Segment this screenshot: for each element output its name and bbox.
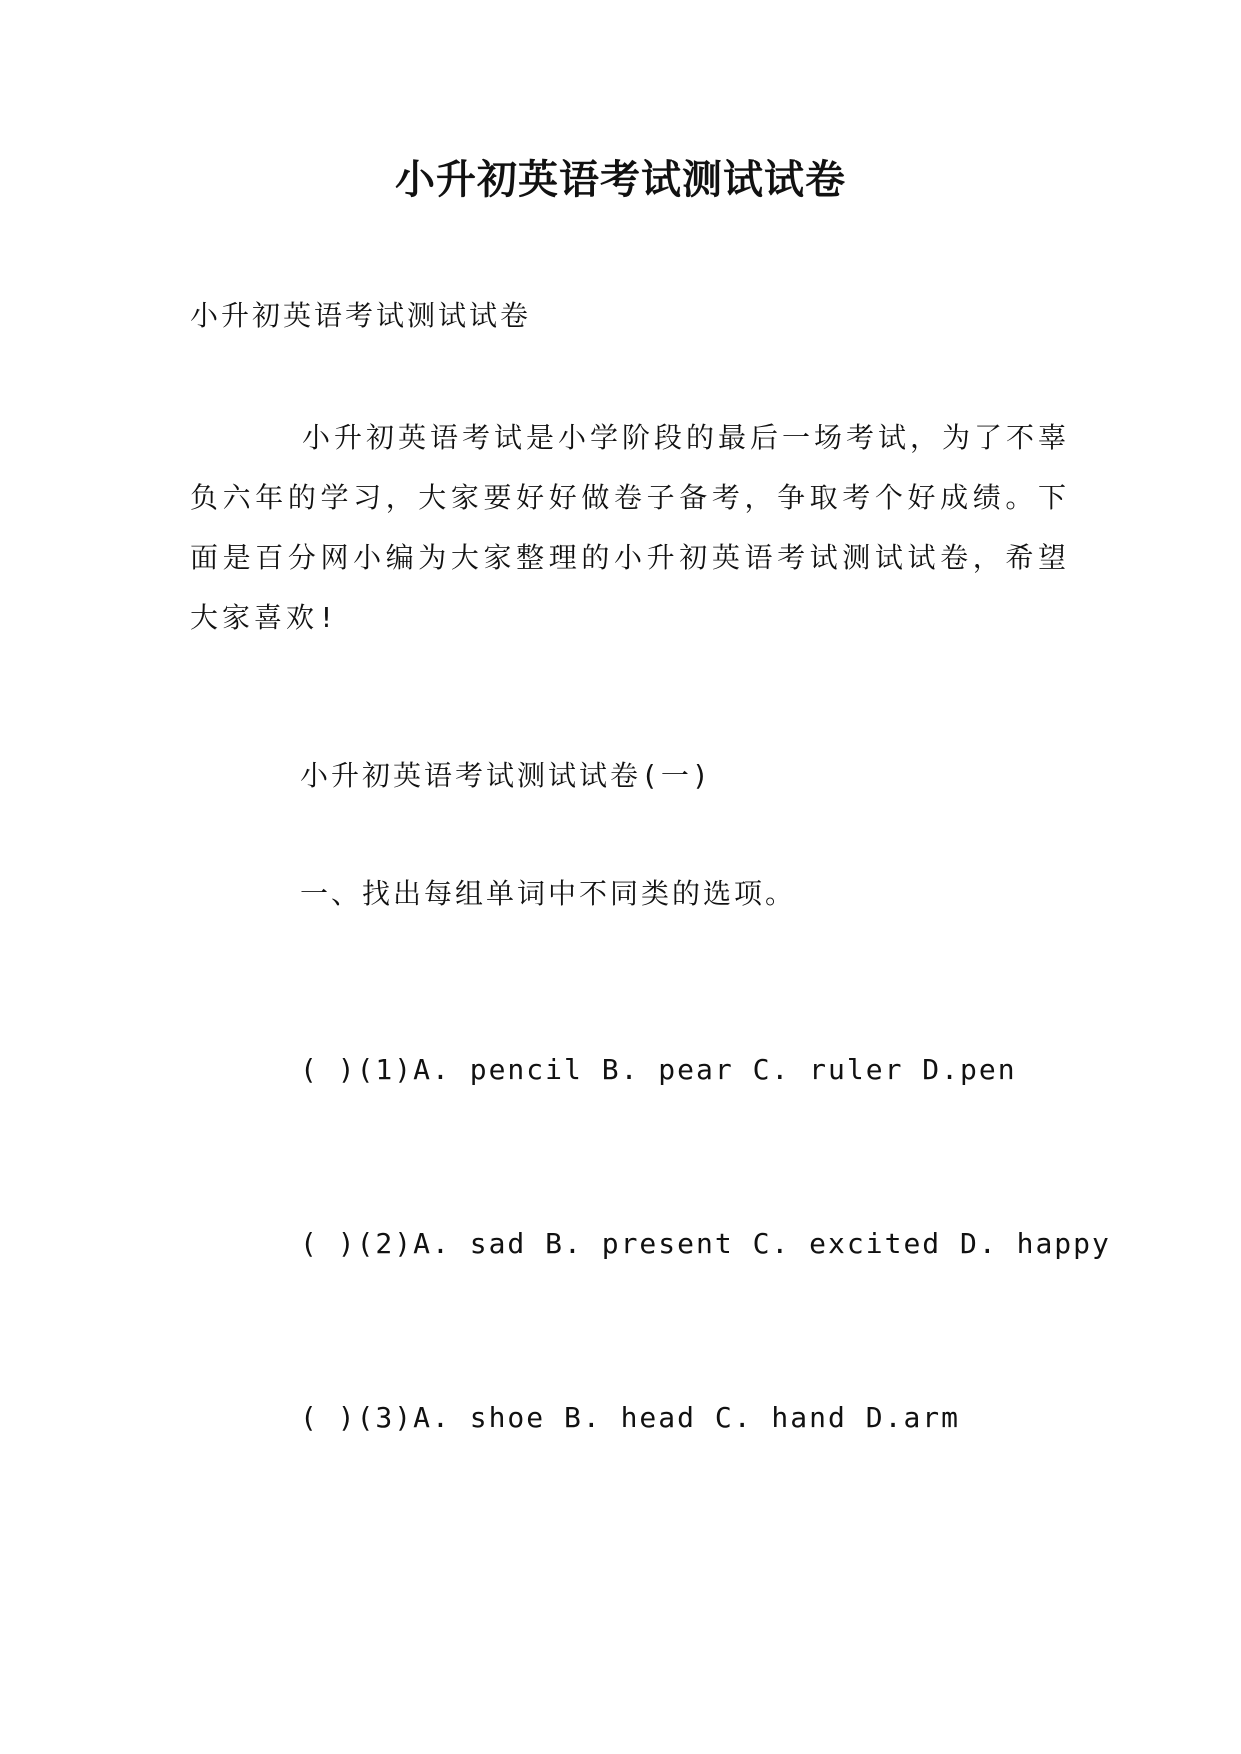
document-title: 小升初英语考试测试试卷 xyxy=(395,156,846,203)
document-subtitle: 小升初英语考试测试试卷 xyxy=(190,299,532,332)
question-3: ( )(3)A. shoe B. head C. hand D.arm xyxy=(300,1401,961,1434)
part-heading: 一、找出每组单词中不同类的选项。 xyxy=(300,877,797,910)
section-title: 小升初英语考试测试试卷(一) xyxy=(300,759,712,792)
question-2: ( )(2)A. sad B. present C. excited D. happy xyxy=(300,1227,1111,1260)
intro-paragraph: 小升初英语考试是小学阶段的最后一场考试，为了不辜负六年的学习，大家要好好做卷子备考，争取考个好成绩。下面是百分网小编为大家整理的小升初英语考试测试试卷，希望大家喜欢! xyxy=(190,421,1071,634)
question-1: ( )(1)A. pencil B. pear C. ruler D.pen xyxy=(300,1053,1017,1086)
